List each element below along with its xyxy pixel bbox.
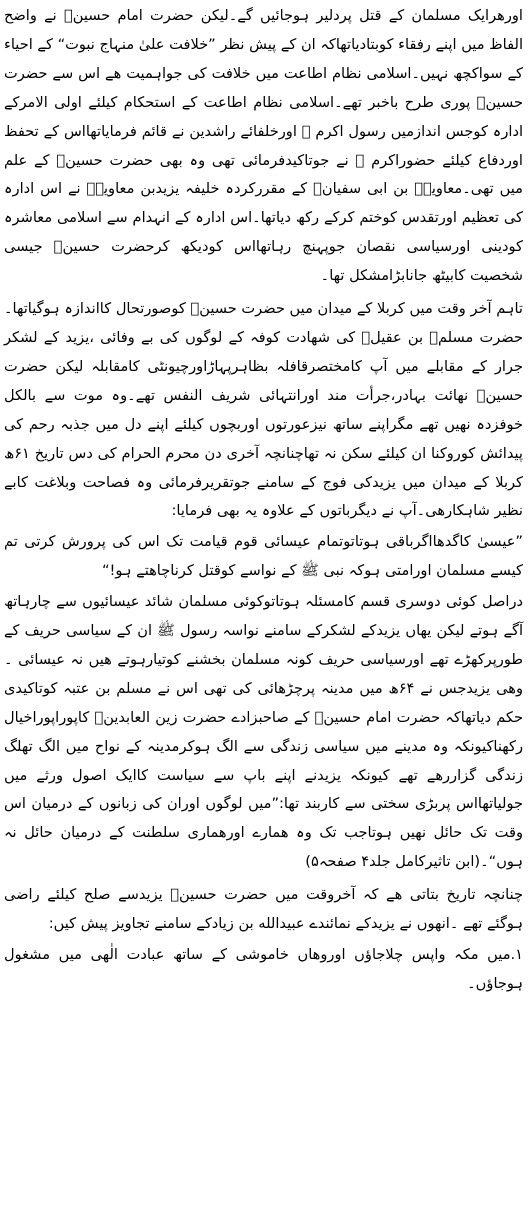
list-item-proposal-1: ۱.میں مکہ واپس چلاجاؤں اوروھاں خاموشی کے ساتھ عبادت الٰھی میں مشغول ہوجاؤں۔ xyxy=(4,946,523,992)
paragraph-peace-proposals: چنانچہ تاریخ بتاتی ھے کہ آخروقت میں حضرت حسینؓ یزیدسے صلح کیلئے راضی ہوگئے تھے ۔انھوں نے یزیدکے نمائندے عبیدالله بن زیادکے سامنے تجاویز پیش کیں: xyxy=(4,886,523,933)
paragraph-karbala-speech: تاہم آخر وقت میں کربلا کے میدان میں حضرت حسینؓ کوصورتحال کااندازہ ہوگیاتھا۔حضرت مسلمؓ بن عقیلؓ کی شھادت کوفہ کے لوگوں کی بے وفائی ،یزید کے لشکر جرار کے مقابلے میں آپ کامختصرقافلہ بظاہرپہاڑاورچیونٹی کامقابلہ لیکن حضرت حسینؓ نھائت بہادر،جرأت مند اورانتہائی شریف النفس تھے۔وہ موت سے بالکل خوفزدہ نھیں تھے مگراپنے ساتھ نیزعورتوں اوربچوں کیلئے اپنے دل میں جذبہ رحم کی پیدائش کوروکنا ان کیلئے سکن نہ تھاچنانچہ آخری دن محرم الحرام کی دس تاریخ ۶۱ھ کربلا کے میدان میں یزیدکی فوج کے سامنے جوتقریرفرمائی وہ فصاحت وبلاغت کابے نظیر شاہکارھی۔آپ نے دیگرباتوں کے علاوہ یہ بھی فرمایا: xyxy=(4,300,523,520)
paragraph-caliphate-intent: اورھرایک مسلمان کے قتل پردلیر ہوجائیں گے۔لیکن حضرت امام حسینؓ نے واضح الفاظ میں اپنے رفقاء کوبتادیاتھاکہ ان کے پیش نظر ”خلافت علیٰ منہاج نبوت“ کے احیاء کے سواکچھ نہیں۔اسلامی نظام اطاعت میں خلافت کی جواہمیت ھے اس سے حضرت حسینؓ پوری طرح باخبر تھے۔اسلامی نظام اطاعت کے استحکام کیلئے اولی الامرکے ادارہ کوجس اندازمیں رسول اکرم ﷺ اورخلفائے راشدین نے قائم فرمایاتھااس کے تحفظ اوردفاع کیلئے حضوراکرم ﷺ نے جوتاکیدفرمائی تھی وہ بھی حضرت حسینؓ کے علم میں تھی۔معاویہؓ بن ابی سفیانؓ کے مقررکردہ خلیفہ یزیدبن معاویہؓ نے اس ادارہ کی تعظیم اورتقدس کوختم کرکے رکھ دیاتھا۔اس ادارہ کے انہدام سے اسلامی معاشرہ کودینی اورسیاسی نقصان جوپہنچ رہاتھااس کودیکھ کرحضرت حسینؓ جیسی شخصیت کابیٹھ جانابڑامشکل تھا۔ xyxy=(4,7,523,285)
paragraph-quotation: ”عیسیٰ کاگدھااگرباقی ہوتاتوتمام عیسائی قوم قیامت تک اس کی پرورش کرتی تم کیسے مسلمان اورامتی ہوکہ نبی ﷺ کے نواسے کوقتل کرناچاھتے ہو!“ xyxy=(4,533,523,580)
paragraph-political-rival: دراصل کوئی دوسری قسم کامسئلہ ہوتاتوکوئی مسلمان شائد عیسائیوں سے چارہاتھ آگے ہوتے لیکن یھاں یزیدکے لشکرکے سامنے نواسہ رسول ﷺ ان کے سیاسی حریف کے طورپرکھڑے تھے اورسیاسی حریف کونہ مسلمان بخشنے کوتیارہوتے ھیں نہ عیسائی ۔وھی یزیدجس نے ۶۴ھ میں مدینہ پرچڑھائی کی تھی اس نے مسلم بن عتبہ کوتاکیدی حکم دیاتھاکہ حضرت امام حسینؓ کے صاحبزادے حضرت زین العابدینؒ کاپوراپوراخیال رکھناکیونکہ وہ مدینے میں سیاسی زندگی سے الگ ہوکرمدینہ کے نواح میں الگ تھلگ زندگی گزاررھے تھے کیونکہ یزیدنے اپنے باپ سے سیاست کاایک اصول ورثے میں جولیاتھااس پربڑی سختی سے کاربند تھا:”میں لوگوں اوران کی زبانوں کے درمیان اس وقت تک حائل نھیں ہوتاجب تک وہ ھمارے اورھماری سلطنت کے درمیان حائل نہ ہوں“۔(ابن تاثیرکامل جلد۴ صفحہ۵) xyxy=(4,593,523,871)
